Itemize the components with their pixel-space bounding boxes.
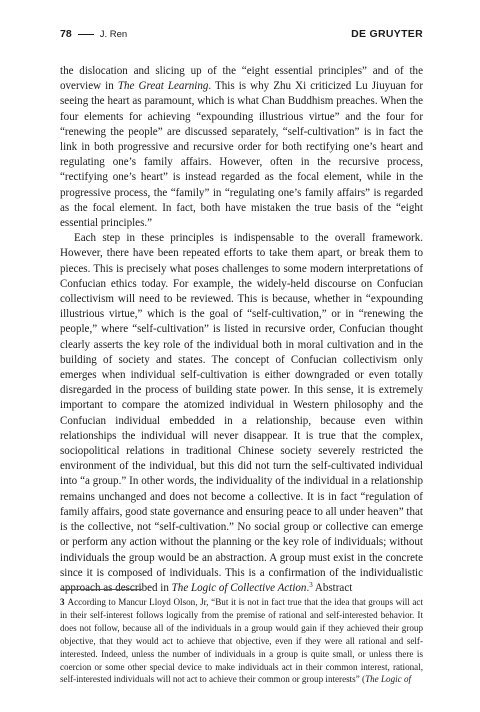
body-paragraph-1: [60, 64, 423, 231]
paragraph-2-text-b: .: [306, 581, 310, 594]
running-header: [60, 27, 423, 41]
footnote-reference[interactable]: 3: [309, 580, 313, 589]
publisher-name: DE GRUYTER: [351, 28, 423, 40]
paragraph-1-text-a: the dislocation and slicing up of the “eight essential principles” and of the overview in: [60, 65, 423, 93]
header-dash: [78, 34, 94, 35]
page-number: 78: [60, 28, 72, 40]
footnote-3: [60, 596, 423, 686]
paragraph-1-text-b: . This is why Zhu Xi criticized Lu Jiuyuan for seeing the heart as paramount, which is what Chan Buddhism preaches. When the four elements for achieving “expounding illustrious virtue” and the four for “renewing the people” are discussed separately, “self-cultivation” is in fact the link in both progressive and recursive order for both rectifying one’s heart and regulating one’s family affairs. However, often in the recursive process, “rectifying one’s heart” is instead regarded as the focal element, while in the progressive process, the “family” in “regulating one’s family affairs” is regarded as the focal element. In fact, both have mistaken the true basis of the “eight essential principles.”: [60, 80, 424, 230]
footnote-number: 3: [60, 597, 65, 607]
body-paragraph-2: [60, 231, 423, 596]
book-title-great-learning: The Great Learning: [117, 80, 209, 93]
paragraph-2-text-c: Abstract: [312, 581, 353, 594]
footnote-italic-title: The Logic of: [365, 674, 412, 685]
book-title-logic-of-collective-action: The Logic of Collective Action: [171, 581, 307, 594]
paragraph-2-text-a: Each step in these principles is indispensable to the overall framework. However, there have been repeated efforts to take them apart, or break them to pieces. This is precisely what poses challenges to some modern interpretations of Confucian ethics today. For example, the widely-held discourse on Confucian collectivism will need to be reviewed. This is because, whether in “expounding illustrious virtue,” which is the goal of “self-cultivation,” or in “renewing the people,” where “self-cultivation” is listed in recursive order, Confucian thought clearly asserts the key role of the individual both in moral cultivation and in the building of society and states. The concept of Confucian collectivism only emerges when individual self-cultivation is either downgraded or even totally disregarded in the process of building state power. In this sense, it is extremely important to compare the atomized individual in Western philosophy and the Confucian individual embedded in a relationship, because even within relationships the individual will never disappear. It is true that the complex, sociopolitical relations in traditional Chinese society severely restricted the environment of the individual, but this did not turn the self-cultivated individual into “a group.” In other words, the individuality of the individual in a relationship remains unchanged and does not become a collective. It is in fact “regulation of family affairs, good state governance and ensuring peace to all under heaven” that is the collective, not “self-cultivation.” No social group or collective can emerge or perform any action without the planning or the key role of individuals; without individuals the group would be an abstraction. A group must exist in the concrete since it is composed of individuals. This is a confirmation of the individualistic approach as described in: [60, 232, 423, 594]
footnote-text: According to Mancur Lloyd Olson, Jr, “But it is not in fact true that the idea that groups will act in their self-interest follows logically from the premise of rational and self-interested behavior. It does not follow, because all of the individuals in a group would gain if they achieved their group objective, that they would act to achieve that objective, even if they were all rational and self-interested. Indeed, unless the number of individuals in a group is quite small, or unless there is coercion or some other special device to make individuals act in their common interest, rational, self-interested individuals will not act to achieve their common or group interests” (: [60, 597, 423, 685]
footnote-separator: [60, 589, 142, 590]
article-body: [60, 64, 423, 596]
running-author: J. Ren: [99, 28, 128, 40]
